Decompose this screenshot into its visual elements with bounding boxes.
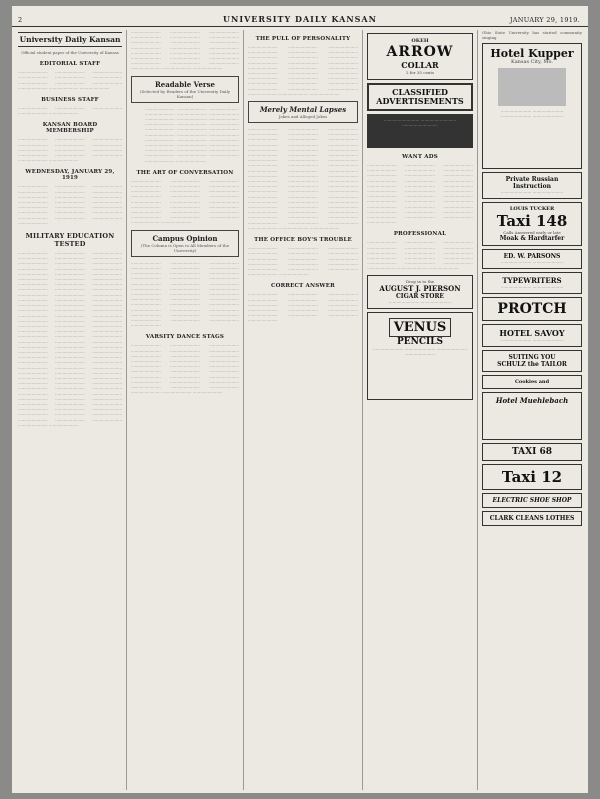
personality-heading: THE PULL OF PERSONALITY	[255, 36, 351, 42]
header-rule	[12, 26, 588, 27]
page-date: JANUARY 29, 1919.	[509, 16, 580, 24]
suiting-you: SUITING YOU	[508, 354, 556, 362]
page-header	[12, 12, 588, 26]
text-block: ························ ························ ························ ························ ························ ························ ························ ························ ························ ························ ························ ························ ························ ························ ························ ························ ························ ························ ························ ························ ························ ························ ························ ························ ························ ························ ························ ························ ························ ························ ························ ························ ························ ························ ························ ························ ························ ························ ························ ························ ························ ························ ························ ························ ························ ························ ························ ························ ························ ························ ························ ························ ························ ························ ························ ························ ························ ························ ························ ························ ························ ························ ························ ························ ························ ························ ························ ························ ························ ························ ························ ························ ························ ························ ························ ························ ························ ························ ························ ························ ························ ························ ························ ························ ························ ························ ························ ························ ························ ························ ························ ························ ························ ························ ························ ························ ························ ························ ························ ························ ························	[18, 251, 122, 428]
typewriters-title: TYPEWRITERS	[502, 276, 562, 286]
muehlebach-ad	[482, 392, 582, 440]
text-block: ························ ························ ························ ························ ························ ························ ························ ························ ························ ························ ························ ························ ························ ························ ························ ························ ························ ························ ························ ························ ························ ························ ························ ························ ························ ························	[131, 178, 239, 226]
typewriters-ad: TYPEWRITERS ························ ························	[482, 272, 582, 294]
column-4	[367, 30, 473, 790]
merely-lapses-box	[248, 101, 358, 123]
pierson-drop-in: Drop in to the	[405, 278, 435, 284]
column-3	[248, 30, 358, 790]
conversation-heading: THE ART OF CONVERSATION	[136, 169, 234, 176]
arrow-brand: ARROW	[386, 44, 454, 60]
page-number: 2	[18, 16, 23, 24]
private-instruction-ad: Private Russian Instruction ························ ························	[482, 172, 582, 199]
readable-verse-title: Readable Verse	[154, 79, 215, 89]
parsons-name: ED. W. PARSONS	[503, 253, 561, 261]
varsity-heading: VARSITY DANCE STAGS	[145, 334, 225, 341]
electric-shoe-ad	[482, 493, 582, 508]
kansan-board-heading: KANSAN BOARD MEMBERSHIP	[42, 122, 98, 135]
hotel-savoy-ad: HOTEL SAVOY ························ ························	[482, 324, 582, 347]
professional-heading: PROFESSIONAL	[393, 231, 447, 238]
text-block: ························ ························ ························ ························ ························ ························ ························ ························ ························ ························ ························ ························ ························ ························ ························ ························ ························ ························ ························ ························ ························ ························ ························ ························ ························ ························ ························ ························ ························ ························ ························ ························	[145, 106, 239, 164]
text-block: ························ ························ ························ ························ ························ ························ ························ ························ ························ ························ ························ ························ ························ ························ ························ ························ ························ ························ ························ ························ ························ ························	[18, 184, 122, 226]
arrow-okeh: OKEH	[411, 38, 429, 44]
text-block: ························ ························ ························ ························ ························ ························ ························ ························ ························ ························ ························ ························ ························ ························	[18, 137, 122, 164]
column-divider	[243, 30, 244, 790]
parsons-ad: ED. W. PARSONS ························ ························	[482, 249, 582, 269]
tucker-name: LOUIS TUCKER	[509, 206, 555, 213]
correct-answer-heading: CORRECT ANSWER	[271, 283, 335, 290]
readable-verse-box	[131, 76, 239, 103]
column-divider	[126, 30, 127, 790]
military-heading: MILITARY EDUCATION TESTED	[25, 232, 115, 249]
hotel-kupper-ad: Hotel Kupper Kansas City, Mo. ························ ························ ························ ························	[482, 43, 582, 169]
want-ads-heading: WANT ADS	[402, 154, 438, 160]
text-block: ························ ························ ························ ························ ························	[18, 106, 122, 117]
merely-lapses-title: Merely Mental Lapses	[259, 105, 347, 115]
text-block: ························ ························ ························ ························ ························ ························ ························ ························ ························ ························ ························ ························ ························ ························ ························ ························ ························ ························	[367, 240, 473, 272]
schulz-name: SCHULZ the TAILOR	[497, 361, 567, 369]
campus-opinion-sub: (The Column is Open to All Members of the University)	[140, 242, 230, 253]
taxi-68-title: TAXI 68	[511, 447, 553, 458]
pierson-cigar-ad: Drop in to the AUGUST J. PIERSON CIGAR STORE ························ ························	[367, 275, 473, 309]
text-block: ························ ························ ························ ························ ························ ························ ························ ························ ························ ························ ························ ························ ························ ························ ························ ························ ························	[248, 246, 358, 278]
cookies-ad	[482, 375, 582, 389]
venus-brand: VENUS	[389, 318, 452, 337]
readable-verse-sub: (Selected by Readers of the University Daily Kansan)	[139, 88, 230, 99]
taxi-148-sub: Calls Answered early or late	[503, 230, 561, 236]
taxi-68-ad	[482, 443, 582, 461]
venus-pencils-ad: VENUS PENCILS ························ ························ ························ ························	[367, 312, 473, 400]
taxi-12-ad	[482, 464, 582, 490]
muehlebach-title: Hotel Muehlebach	[495, 396, 569, 406]
hotel-kupper-title: Hotel Kupper	[490, 47, 574, 61]
pierson-name: AUGUST J. PIERSON	[379, 283, 461, 293]
protch-ad	[482, 297, 582, 321]
private-instruction-title: Private Russian Instruction	[505, 176, 559, 191]
column-5	[482, 30, 582, 790]
venus-pencils: PENCILS	[396, 336, 444, 347]
clark-title: CLARK CLEANS LOTHES	[489, 515, 575, 523]
text-block: ························ ························ ························ ························ ························ ························ ························ ························ ························ ························ ························ ························	[18, 70, 122, 91]
masthead-sub: Official student paper of the University of Kansas	[21, 50, 119, 55]
taxi-12-title: Taxi 12	[501, 468, 563, 487]
pierson-store: CIGAR STORE	[395, 292, 445, 300]
text-block: ························ ························ ························ ························ ························ ························ ························ ························ ························ ························ ························ ························ ························ ························ ························ ························ ························ ························ ························ ························ ························ ························ ························ ························ ························ ························ ························ ························ ························ ························	[131, 343, 239, 396]
editorial-staff-heading: EDITORIAL STAFF	[39, 61, 101, 68]
hotel-kupper-city: Kansas City, Mo.	[510, 59, 554, 66]
column-divider	[362, 30, 363, 790]
taxi-148-title: Taxi 148	[496, 212, 568, 231]
text-block: ························ ························ ························ ························ ························ ························ ························ ························ ························ ························ ························ ························ ························ ························ ························ ························ ························ ························ ························ ························ ························ ························ ························ ························	[131, 30, 239, 72]
masthead: University Daily Kansan	[18, 32, 122, 47]
hotel-kupper-image	[498, 68, 566, 106]
protch-title: PROTCH	[497, 301, 567, 318]
campus-opinion-box	[131, 230, 239, 257]
column-divider	[477, 30, 478, 790]
column-2	[131, 30, 239, 790]
text-block: ························ ························ ························ ························ ························ ························ ························ ························ ························ ························ ························ ························ ························ ························ ························ ························ ························ ························ ························ ························ ························ ························ ························ ························ ························ ························ ························ ························ ························ ························ ························ ························ ························ ························ ························ ························ ························	[131, 260, 239, 329]
ohio-intro: Ohio State University has started community singing	[482, 30, 582, 41]
page-title: UNIVERSITY DAILY KANSAN	[223, 14, 377, 24]
dateline: WEDNESDAY, JANUARY 29, 1919	[25, 169, 115, 182]
newspaper-page	[12, 6, 588, 793]
merely-lapses-sub: Jokes and Alleged Jokes	[278, 114, 328, 120]
text-block: ························ ························ ························ ························ ························ ························ ························ ························ ························ ························ ························ ························ ························ ························ ························ ························ ························ ························ ························ ························ ························ ························ ························ ························ ························ ························ ························ ························ ························ ························ ························ ························ ························ ························ ························ ························ ························ ························ ························ ························ ························ ························ ························ ························ ························ ························ ························ ························ ························ ························ ························ ························ ························ ························ ························ ························ ························ ························ ························ ························	[248, 127, 358, 231]
classified-box	[367, 83, 473, 111]
arrow-collar: COLLAR	[401, 60, 439, 70]
text-block: ························ ························ ························ ························ ························ ························ ························ ························ ························ ························ ························ ························ ························ ························ ························ ························	[248, 292, 358, 324]
moak-name: Moak & Hardtarfer	[499, 235, 565, 243]
clark-cleans-ad	[482, 511, 582, 526]
business-staff-heading: BUSINESS STAFF	[41, 97, 99, 104]
text-block: ························ ························ ························ ························ ························ ························ ························ ························ ························ ························ ························ ························ ························ ························ ························ ························ ························ ························ ························ ························ ························ ························ ························ ························ ························ ························ ························ ························ ························ ························ ························ ························ ························ ························	[367, 163, 473, 226]
classified-rates-box: ···························· ···························· ····························	[367, 114, 473, 148]
electric-shoe-title: ELECTRIC SHOE SHOP	[492, 497, 572, 505]
arrow-price: 2 for 35 cents	[405, 70, 435, 75]
classified-title: CLASSIFIED ADVERTISEMENTS	[376, 87, 464, 106]
column-1	[18, 30, 122, 790]
schulz-tailor-ad	[482, 350, 582, 372]
text-block: ························ ························ ························ ························ ························ ························ ························ ························ ························ ························ ························ ························ ························ ························ ························ ························ ························ ························ ························ ························ ························ ························ ························ ························ ························ ························ ························ ························ ························ ························	[248, 45, 358, 97]
arrow-collar-ad	[367, 33, 473, 80]
cookies-title: Cookies and	[514, 379, 550, 386]
campus-opinion-title: Campus Opinion	[152, 233, 218, 243]
office-boy-heading: THE OFFICE BOY'S TROUBLE	[254, 237, 352, 244]
taxi-148-ad	[482, 202, 582, 246]
hotel-savoy-title: HOTEL SAVOY	[499, 328, 565, 339]
